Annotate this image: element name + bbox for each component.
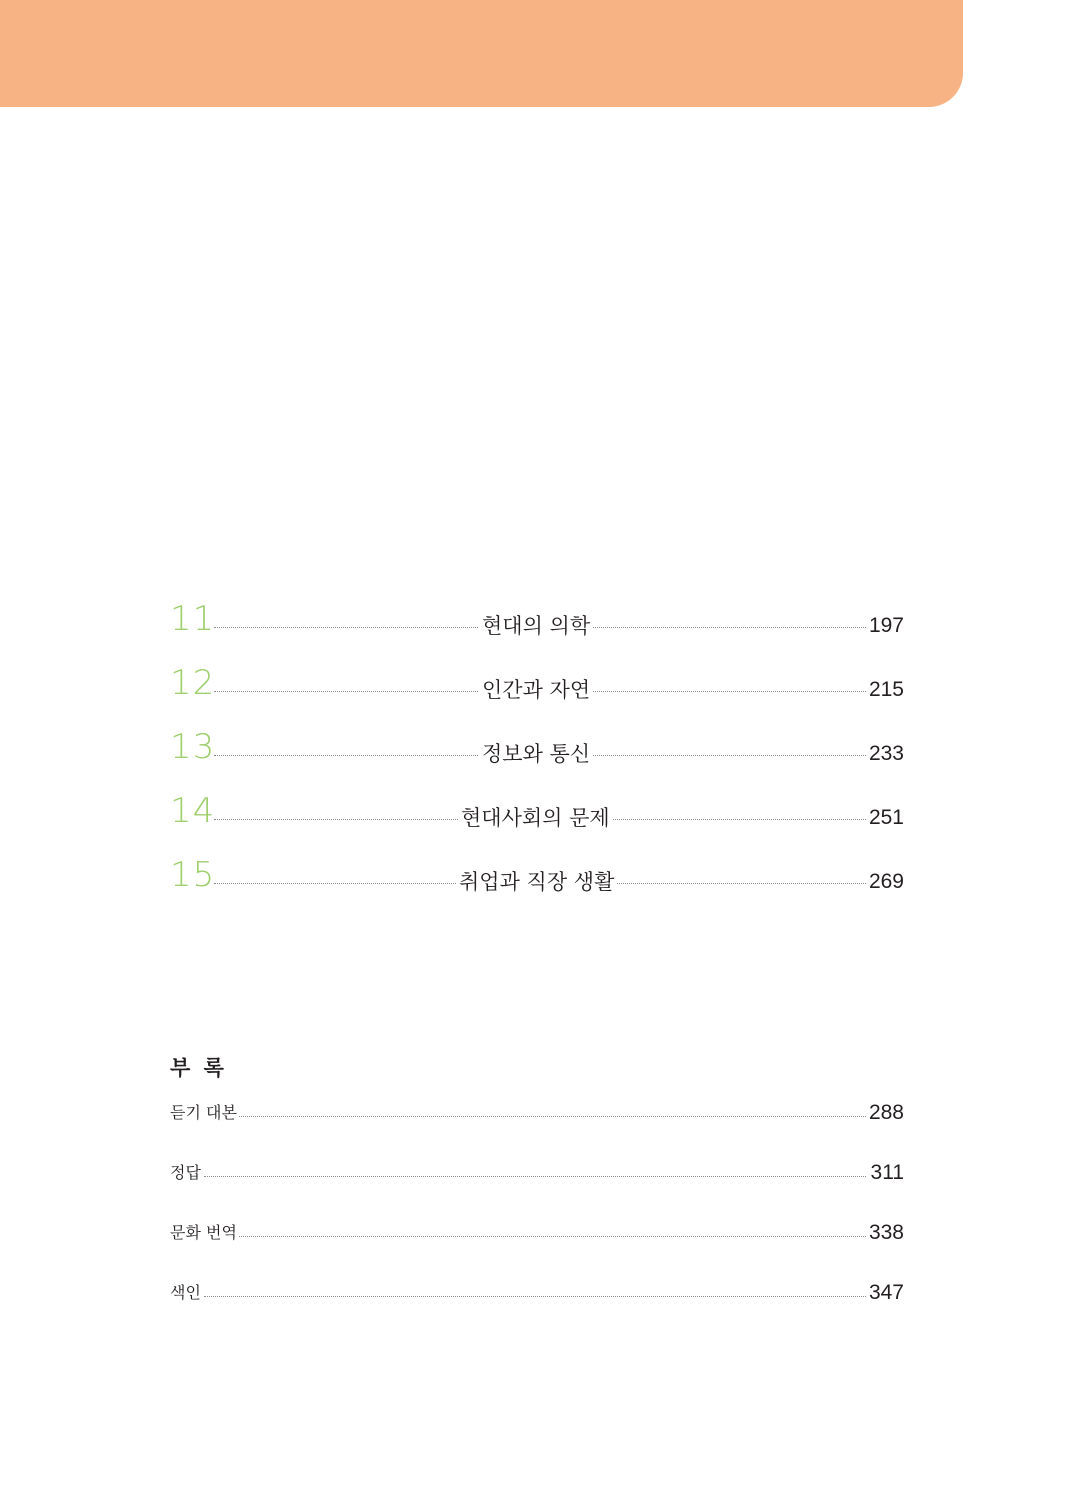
appendix-label: 문화 번역: [170, 1223, 237, 1242]
toc-row-chapter-15[interactable]: [170, 856, 904, 896]
page-number: 251: [868, 806, 904, 829]
page-number: 215: [868, 678, 904, 701]
chapter-title: 취업과 직장 생활: [456, 870, 617, 894]
chapter-number: 14: [170, 791, 216, 831]
dotted-leader: [204, 1176, 866, 1177]
appendix-row-culture-translation[interactable]: [170, 1215, 904, 1245]
toc-row-chapter-12[interactable]: [170, 664, 904, 704]
dotted-leader: [210, 1116, 866, 1117]
chapter-number: 12: [170, 663, 216, 703]
chapter-title: 인간과 자연: [479, 678, 593, 702]
page-number: 338: [868, 1221, 904, 1244]
page-number: 311: [870, 1161, 904, 1184]
chapter-title: 현대사회의 문제: [458, 806, 613, 830]
chapter-number: 15: [170, 855, 216, 895]
appendix-label: 색인: [170, 1283, 201, 1302]
appendix-row-answers[interactable]: [170, 1155, 904, 1185]
appendix-label: 듣기 대본: [170, 1103, 237, 1122]
toc-row-chapter-11[interactable]: [170, 600, 904, 640]
page-number: 197: [868, 614, 904, 637]
chapter-title: 현대의 의학: [479, 614, 593, 638]
toc-row-chapter-13[interactable]: [170, 728, 904, 768]
appendix-row-index[interactable]: [170, 1275, 904, 1305]
page-number: 347: [868, 1281, 904, 1304]
toc-row-chapter-14[interactable]: [170, 792, 904, 832]
chapter-title: 정보와 통신: [479, 742, 593, 766]
appendix-label: 정답: [170, 1163, 201, 1182]
chapter-number: 11: [170, 599, 216, 639]
dotted-leader: [210, 1236, 866, 1237]
appendix-heading: 부 록: [170, 1056, 227, 1080]
chapter-number: 13: [170, 727, 216, 767]
page-number: 233: [868, 742, 904, 765]
appendix-row-scripts[interactable]: [170, 1095, 904, 1125]
page-number: 288: [868, 1101, 904, 1124]
header-band: [0, 0, 963, 107]
page-number: 269: [868, 870, 904, 893]
dotted-leader: [204, 1296, 866, 1297]
